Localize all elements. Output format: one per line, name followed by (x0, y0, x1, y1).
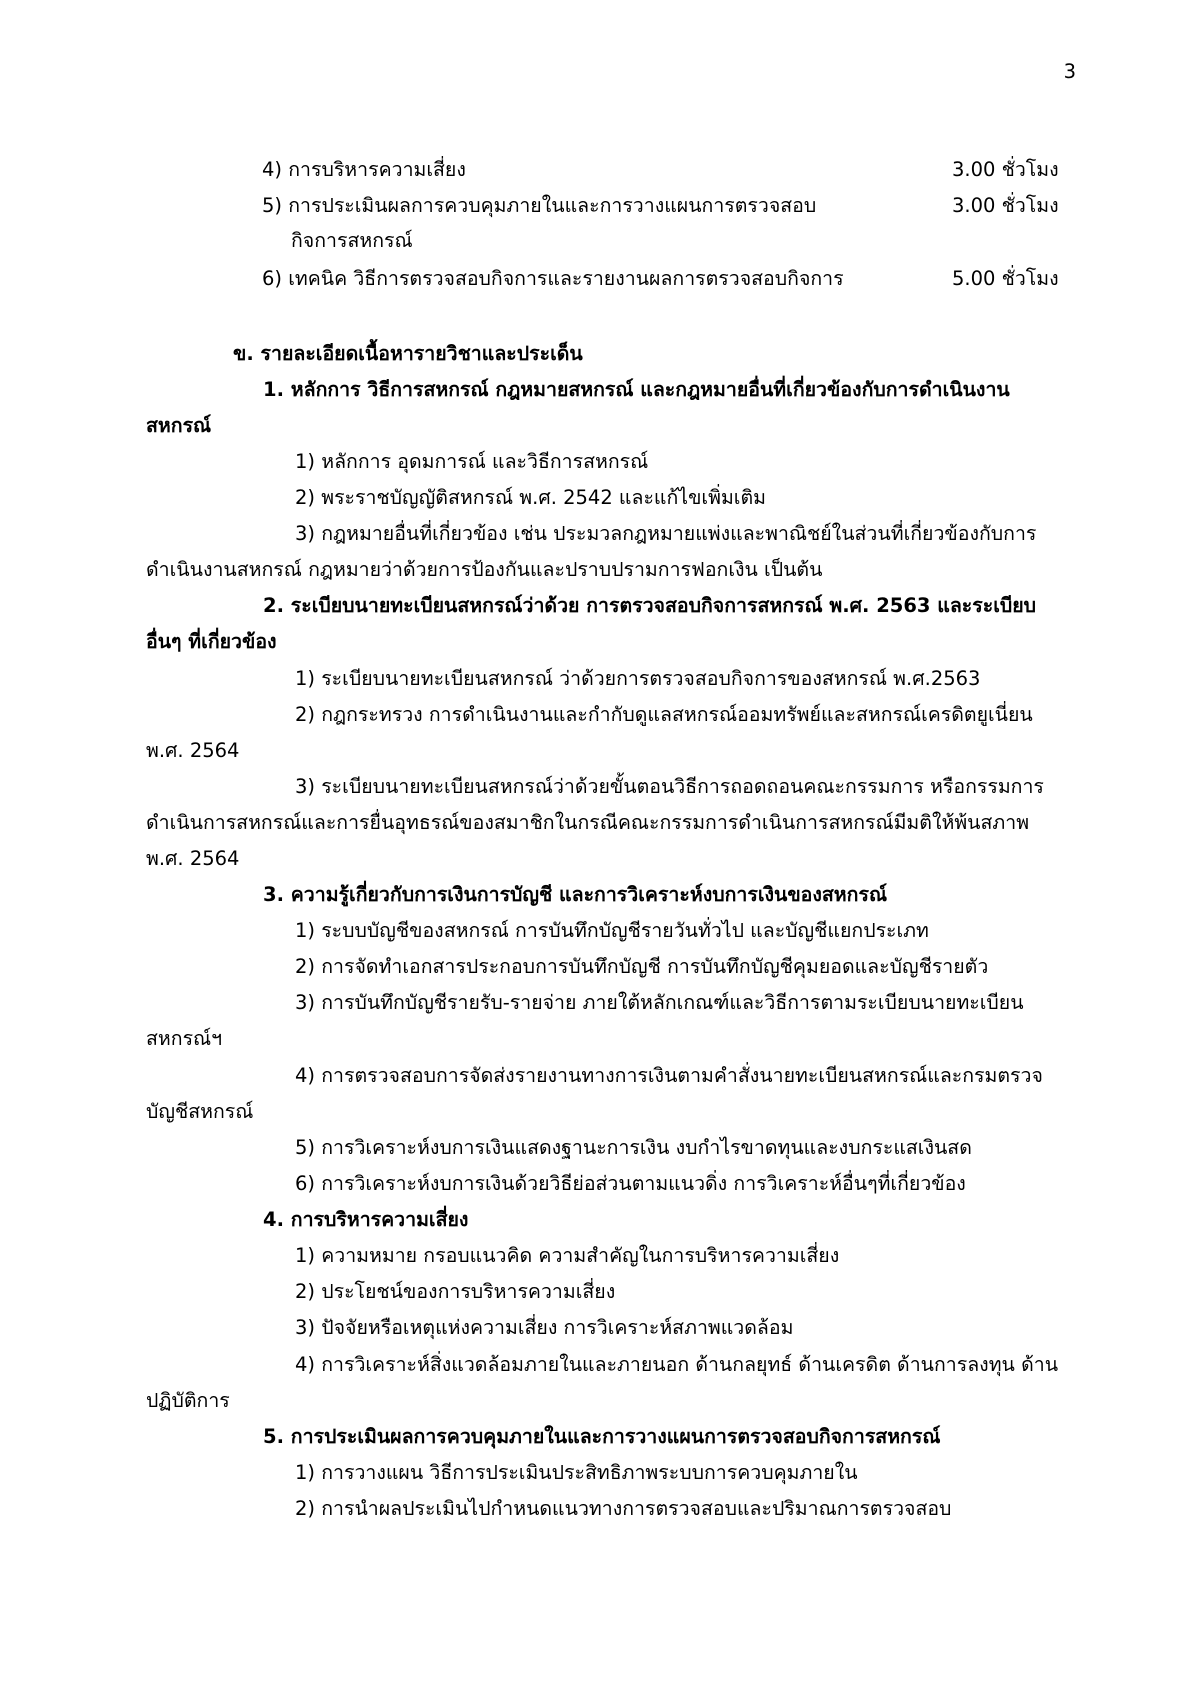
topic-2-heading-cont: อื่นๆ ที่เกี่ยวข้อง (146, 630, 277, 653)
topic-2-item-3-cont-2: พ.ศ. 2564 (146, 847, 240, 870)
topic-1-heading: 1. หลักการ วิธีการสหกรณ์ กฎหมายสหกรณ์ และกฎหมายอื่นที่เกี่ยวข้องกับการดำเนินงาน (263, 378, 1010, 401)
topic-3-item-4: 4) การตรวจสอบการจัดส่งรายงานทางการเงินตามคำสั่งนายทะเบียนสหกรณ์และกรมตรวจ (295, 1064, 1043, 1087)
topic-2-item-1: 1) ระเบียบนายทะเบียนสหกรณ์ ว่าด้วยการตรวจสอบกิจการของสหกรณ์ พ.ศ.2563 (295, 667, 981, 690)
topic-3-item-5: 5) การวิเคราะห์งบการเงินแสดงฐานะการเงิน งบกำไรขาดทุนและงบกระแสเงินสด (295, 1136, 972, 1159)
topic-2-item-2: 2) กฎกระทรวง การดำเนินงานและกำกับดูแลสหกรณ์ออมทรัพย์และสหกรณ์เครดิตยูเนี่ยน (295, 703, 1033, 726)
topic-5-item-1: 1) การวางแผน วิธีการประเมินประสิทธิภาพระบบการควบคุมภายใน (295, 1461, 858, 1484)
hours-item-4: 4) การบริหารความเสี่ยง (262, 158, 466, 181)
hours-value-4: 3.00 ชั่วโมง (952, 158, 1059, 181)
topic-3-item-1: 1) ระบบบัญชีของสหกรณ์ การบันทึกบัญชีรายวันทั่วไป และบัญชีแยกประเภท (295, 919, 929, 942)
hours-value-5: 3.00 ชั่วโมง (952, 194, 1059, 217)
hours-item-5-cont: กิจการสหกรณ์ (291, 229, 413, 252)
topic-3-item-2: 2) การจัดทำเอกสารประกอบการบันทึกบัญชี การบันทึกบัญชีคุมยอดและบัญชีรายตัว (295, 955, 989, 978)
topic-3-heading: 3. ความรู้เกี่ยวกับการเงินการบัญชี และการวิเคราะห์งบการเงินของสหกรณ์ (263, 883, 888, 906)
topic-1-heading-cont: สหกรณ์ (146, 414, 212, 437)
page-number: 3 (1063, 60, 1076, 83)
topic-4-heading: 4. การบริหารความเสี่ยง (263, 1208, 469, 1231)
topic-1-item-3: 3) กฎหมายอื่นที่เกี่ยวข้อง เช่น ประมวลกฎหมายแพ่งและพาณิชย์ในส่วนที่เกี่ยวข้องกับการ (295, 522, 1037, 545)
topic-1-item-1: 1) หลักการ อุดมการณ์ และวิธีการสหกรณ์ (295, 450, 649, 473)
topic-1-item-2: 2) พระราชบัญญัติสหกรณ์ พ.ศ. 2542 และแก้ไขเพิ่มเติม (295, 486, 766, 509)
topic-2-heading: 2. ระเบียบนายทะเบียนสหกรณ์ว่าด้วย การตรวจสอบกิจการสหกรณ์ พ.ศ. 2563 และระเบียบ (263, 594, 1037, 617)
topic-3-item-3-cont: สหกรณ์ฯ (146, 1027, 223, 1050)
section-heading: ข. รายละเอียดเนื้อหารายวิชาและประเด็น (233, 342, 583, 365)
topic-4-item-4: 4) การวิเคราะห์สิ่งแวดล้อมภายในและภายนอก ด้านกลยุทธ์ ด้านเครดิต ด้านการลงทุน ด้าน (295, 1353, 1059, 1376)
topic-3-item-6: 6) การวิเคราะห์งบการเงินด้วยวิธีย่อส่วนตามแนวดิ่ง การวิเคราะห์อื่นๆที่เกี่ยวข้อง (295, 1172, 966, 1195)
topic-5-heading: 5. การประเมินผลการควบคุมภายในและการวางแผนการตรวจสอบกิจการสหกรณ์ (263, 1425, 941, 1448)
topic-2-item-3: 3) ระเบียบนายทะเบียนสหกรณ์ว่าด้วยขั้นตอนวิธีการถอดถอนคณะกรรมการ หรือกรรมการ (295, 775, 1044, 798)
topic-5-item-2: 2) การนำผลประเมินไปกำหนดแนวทางการตรวจสอบและปริมาณการตรวจสอบ (295, 1497, 952, 1520)
hours-item-6: 6) เทคนิค วิธีการตรวจสอบกิจการและรายงานผลการตรวจสอบกิจการ (262, 267, 844, 290)
topic-2-item-2-cont: พ.ศ. 2564 (146, 739, 240, 762)
topic-2-item-3-cont-1: ดำเนินการสหกรณ์และการยื่นอุทธรณ์ของสมาชิกในกรณีคณะกรรมการดำเนินการสหกรณ์มีมติให้พ้นสภาพ (146, 811, 1030, 834)
topic-3-item-3: 3) การบันทึกบัญชีรายรับ-รายจ่าย ภายใต้หลักเกณฑ์และวิธีการตามระเบียบนายทะเบียน (295, 991, 1024, 1014)
topic-4-item-3: 3) ปัจจัยหรือเหตุแห่งความเสี่ยง การวิเคราะห์สภาพแวดล้อม (295, 1316, 794, 1339)
topic-4-item-1: 1) ความหมาย กรอบแนวคิด ความสำคัญในการบริหารความเสี่ยง (295, 1244, 840, 1267)
topic-4-item-2: 2) ประโยชน์ของการบริหารความเสี่ยง (295, 1280, 616, 1303)
topic-3-item-4-cont: บัญชีสหกรณ์ (146, 1100, 254, 1123)
hours-value-6: 5.00 ชั่วโมง (952, 267, 1059, 290)
topic-1-item-3-cont: ดำเนินงานสหกรณ์ กฎหมายว่าด้วยการป้องกันและปราบปรามการฟอกเงิน เป็นต้น (146, 558, 823, 581)
hours-item-5: 5) การประเมินผลการควบคุมภายในและการวางแผนการตรวจสอบ (262, 194, 817, 217)
topic-4-item-4-cont: ปฏิบัติการ (146, 1389, 230, 1412)
